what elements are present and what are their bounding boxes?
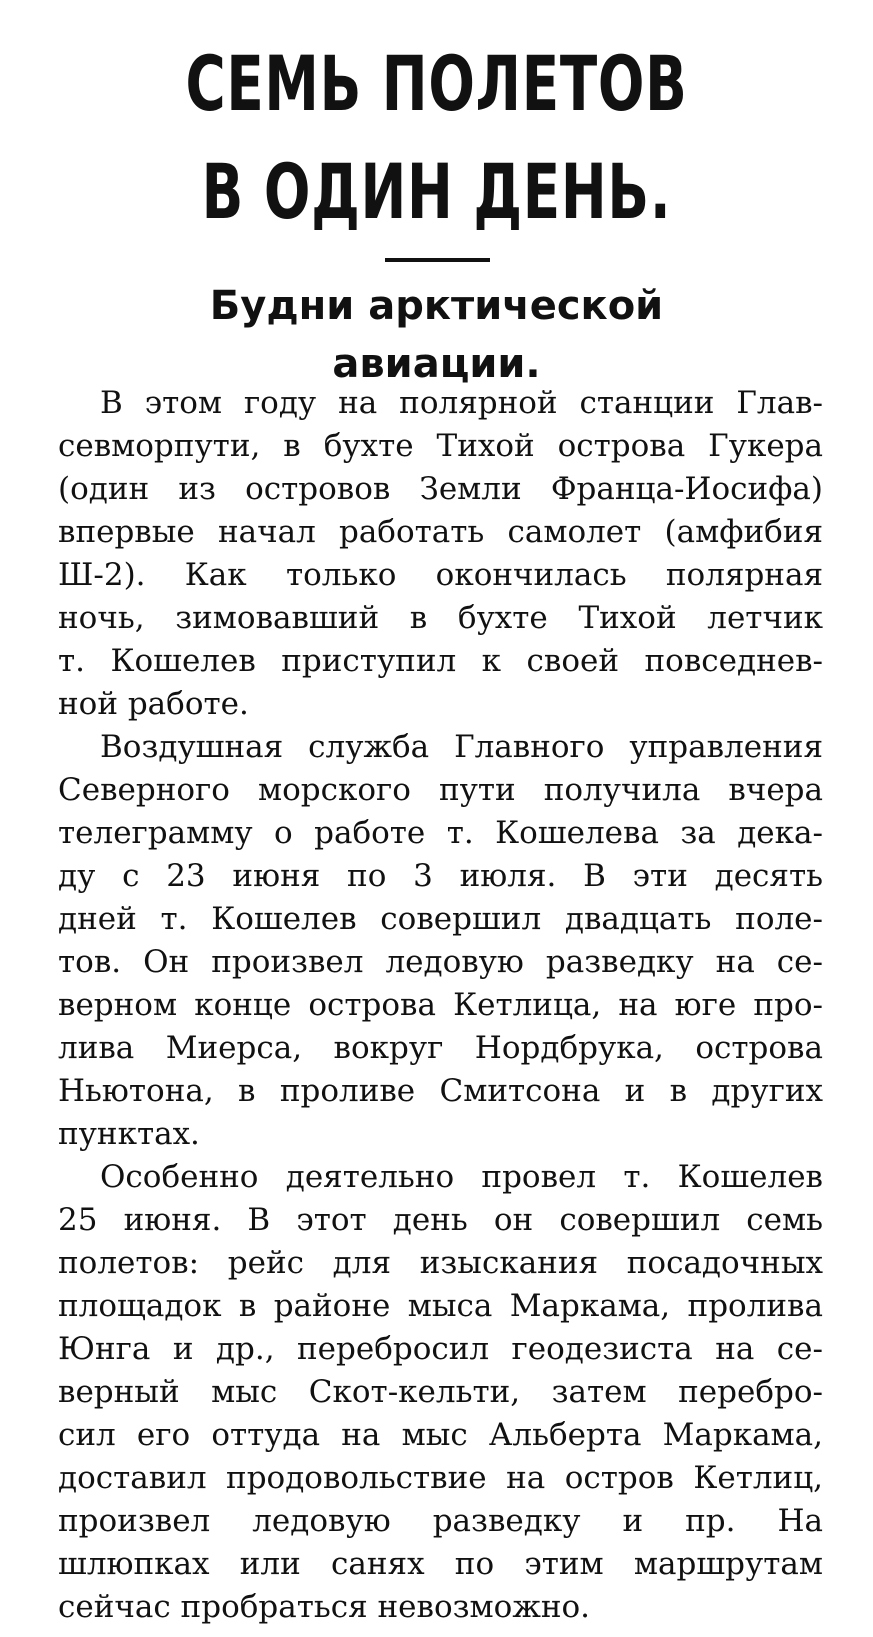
headline-line-2: В ОДИН ДЕНЬ. — [201, 147, 672, 236]
body-line: т. Кошелев приступил к своей повседнев- — [58, 643, 823, 679]
body-line: севморпути, в бухте Тихой острова Гукера — [58, 428, 823, 464]
headline-line-1: СЕМЬ ПОЛЕТОВ — [185, 39, 688, 128]
body-line: площадок в районе мыса Маркама, пролива — [58, 1288, 823, 1324]
body-line: доставил продовольствие на остров Кетлиц, — [58, 1460, 823, 1496]
body-line: Особенно деятельно провел т. Кошелев — [100, 1159, 823, 1195]
body-line: сил его оттуда на мыс Альберта Маркама, — [58, 1417, 823, 1453]
body-line: лива Миерса, вокруг Нордбрука, острова — [58, 1030, 823, 1066]
body-line: Ш-2). Как только окончилась полярная — [58, 557, 823, 593]
headline-divider — [385, 258, 490, 262]
body-line: Юнга и др., перебросил геодезиста на се- — [58, 1331, 823, 1367]
body-line: 25 июня. В этот день он совершил семь — [58, 1202, 823, 1238]
body-line: ной работе. — [58, 686, 249, 722]
body-line: ночь, зимовавший в бухте Тихой летчик — [58, 600, 823, 636]
body-line: Воздушная служба Главного управления — [100, 729, 823, 765]
body-line: впервые начал работать самолет (амфибия — [58, 514, 823, 550]
body-line: верном конце острова Кетлица, на юге про- — [58, 987, 823, 1023]
body-line: ду с 23 июня по 3 июля. В эти десять — [58, 858, 823, 894]
subheadline-line-1: Будни арктической — [209, 283, 664, 329]
body-line: тов. Он произвел ледовую разведку на се- — [58, 944, 823, 980]
body-line: верный мыс Скот-кельти, затем перебро- — [58, 1374, 823, 1410]
body-line: полетов: рейс для изыскания посадочных — [58, 1245, 823, 1281]
body-line: шлюпках или санях по этим маршрутам — [58, 1546, 823, 1582]
body-line: Ньютона, в проливе Смитсона и в других — [58, 1073, 823, 1109]
body-line: пунктах. — [58, 1116, 200, 1152]
body-line: телеграмму о работе т. Кошелева за дека- — [58, 815, 823, 851]
body-line: Северного морского пути получила вчера — [58, 772, 823, 808]
body-line: В этом году на полярной станции Глав- — [100, 385, 823, 421]
body-line: сейчас пробраться невозможно. — [58, 1589, 591, 1625]
body-line: дней т. Кошелев совершил двадцать поле- — [58, 901, 823, 937]
body-line: произвел ледовую разведку и пр. На — [58, 1503, 823, 1539]
body-line: (один из островов Земли Франца-Иосифа) — [58, 471, 823, 507]
subheadline-line-2: авиации. — [332, 341, 541, 387]
